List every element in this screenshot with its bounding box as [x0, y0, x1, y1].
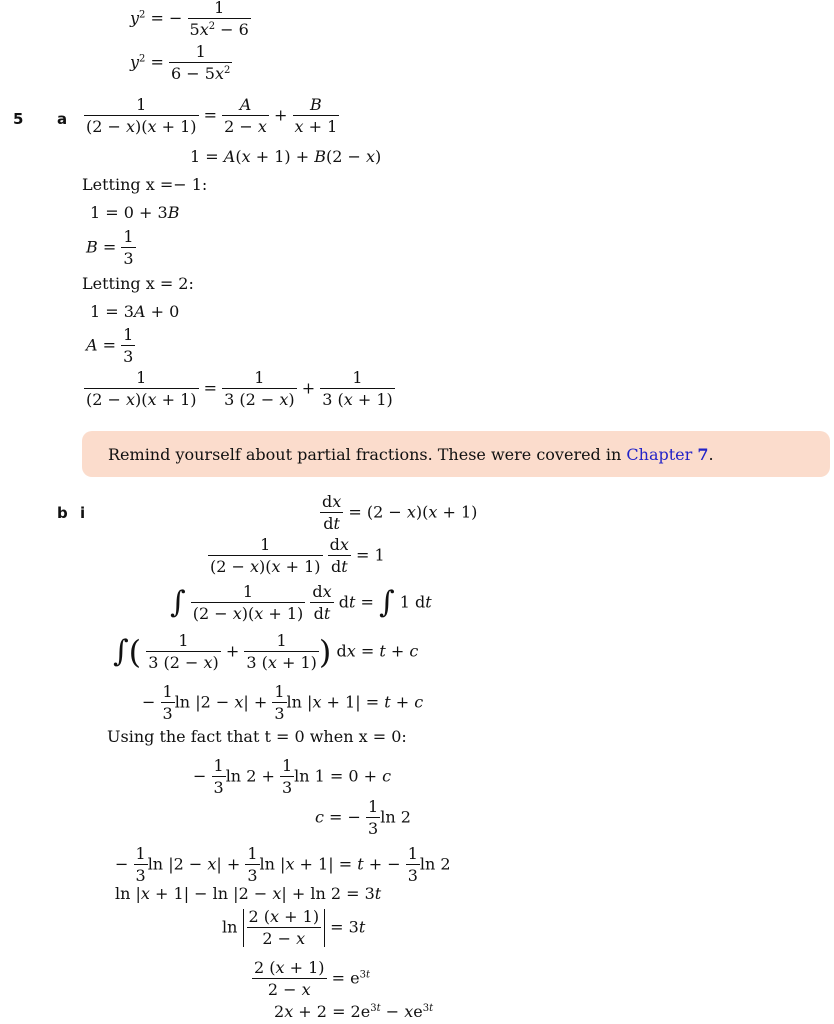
math-partial-fraction-setup: $\frac{1}{(2 - x)(x + 1)}$ = $\frac{A}{2 - x}$ + $\frac{B}{x + 1}$	[86, 95, 338, 136]
math-c-value: c = − $\frac{1}{3}$ ln 2	[315, 797, 411, 838]
part-label-a: a	[57, 110, 68, 128]
chapter-link-label: Chapter	[626, 445, 693, 464]
math-expanded: $2x + 2 = 2e^{3t} - xe^{3t}$	[274, 1002, 434, 1021]
math-y2: $y^2$ = $\frac{1}{6 - 5x^2}$	[130, 42, 231, 83]
math-identity: 1 = A(x + 1) + B(2 − x)	[190, 147, 382, 166]
math-sub-2: 1 = 3A + 0	[90, 302, 180, 321]
math-de: $\frac{dx}{dt}$ = (2 − x)(x + 1)	[322, 492, 478, 533]
math-initial-condition: − $\frac{1}{3}$ ln 2 + $\frac{1}{3}$ ln 1 = 0 + c	[193, 756, 392, 797]
text-letting-2: Letting x = 2:	[82, 274, 194, 293]
chapter-link-number: 7	[697, 445, 709, 464]
math-integrate-both: ∫ $\frac{1}{(2 - x)(x + 1)}$ $\frac{dx}{dt}$ dt = ∫ 1 dt	[170, 582, 432, 623]
math-A-value: A = $\frac{1}{3}$	[86, 325, 134, 366]
math-times-3: ln |x + 1| − ln |2 − x| + ln 2 = 3t	[115, 884, 382, 903]
math-y2-neg: $y^2$ = − $\frac{1}{5x^2 - 6}$	[130, 0, 249, 39]
math-partial-fraction-result: $\frac{1}{(2 - x)(x + 1)}$ = $\frac{1}{3 (2 - x)}$ + $\frac{1}{3 (x + 1)}$	[86, 368, 393, 409]
question-number: 5	[13, 110, 24, 128]
reminder-callout	[82, 431, 830, 477]
reminder-body: Remind yourself about partial fractions. These were covered in	[108, 445, 622, 464]
math-integral-partial: ∫( $\frac{1}{3 (2 - x)}$ + $\frac{1}{3 (x + 1)}$ ) dx = t + c	[113, 631, 419, 672]
text-letting-minus1: Letting x =− 1:	[82, 175, 208, 194]
part-label-bi: i	[80, 504, 86, 522]
math-exponential: $\frac{2 (x + 1)}{2 - x}$ = $e^{3t}$	[254, 958, 370, 999]
math-separated: $\frac{1}{(2 - x)(x + 1)}$ $\frac{dx}{dt}$ = 1	[210, 535, 385, 576]
math-log-result: − $\frac{1}{3}$ ln |2 − x| + $\frac{1}{3}$ ln |x + 1| = t + c	[142, 682, 424, 723]
part-label-b: b	[57, 504, 68, 522]
chapter-link[interactable]	[626, 445, 708, 464]
math-ln-combined: ln $\frac{2 (x + 1)}{2 - x}$ = 3t	[222, 907, 366, 948]
reminder-period: .	[708, 445, 714, 464]
text-using-fact: Using the fact that t = 0 when x = 0:	[107, 727, 407, 746]
math-B-value: B = $\frac{1}{3}$	[86, 227, 134, 268]
math-substituted: − $\frac{1}{3}$ ln |2 − x| + $\frac{1}{3}$ ln |x + 1| = t + − $\frac{1}{3}$ ln 2	[115, 844, 451, 885]
math-sub-minus1: 1 = 0 + 3B	[90, 203, 180, 222]
reminder-text	[108, 445, 714, 464]
